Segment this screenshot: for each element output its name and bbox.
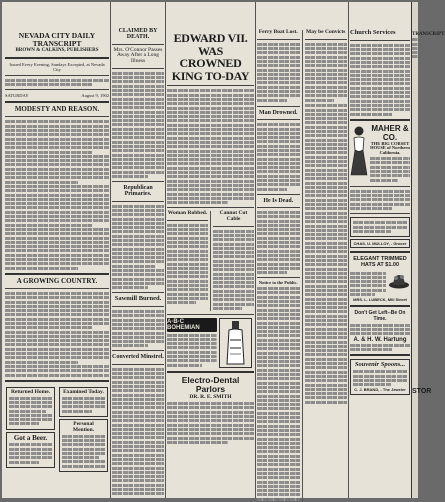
headline-republican-primaries: Republican Primaries. [123,185,153,198]
article-growing-country [5,292,109,377]
issue-date: August 9, 1902 [81,93,109,99]
masthead-tagline: Issued Every Evening, Sundays Excepted, at Nevada City [9,61,105,72]
ad-electro-dental: Electro-Dental Parlors [181,375,240,395]
box-examined-today: Examined Today. [63,388,104,395]
ad-trimmed-hats: ELEGANT TRIMMED HATS AT $1.00 [353,256,407,269]
ad-brand-jeweler: C. J. BRAND, - The Jeweler [354,387,406,393]
masthead-title: NEVADA CITY DAILY TRANSCRIPT [18,31,96,48]
column-5 [350,2,410,498]
box-personal-mention: Personal Mention. [72,420,95,433]
adjacent-store-fragment: STOR [412,388,432,396]
headline-claimed-by-death: CLAIMED BY DEATH. [118,28,158,41]
headline-growing-country: A GROWING COUNTRY. [16,276,98,285]
masthead [5,32,109,103]
ad-dont-get-left: Don't Get Left--Be On Time. [354,310,406,323]
ad-maher-subtitle: THE BIG CORSET HOUSE of Northern California. [370,140,410,155]
column-3 [167,2,254,498]
headline-sawmill-burned: Sawmill Burned. [114,295,162,303]
banner-edward-crowned: EDWARD VII. WAS CROWNED KING TO-DAY [171,31,250,83]
headline-church-services: Church Services [350,29,396,36]
headline-woman-robbed: Woman Robbed. [167,210,208,217]
column-1 [5,2,109,498]
headline-may-be-convicts: May be Convicts [306,29,346,35]
headline-cannot-cut-cable: Cannot Cut Cable [219,210,248,222]
ad-maher-title: MAHER & CO. [371,123,409,142]
hat-illustration [388,270,410,294]
ad-lubeck: MRS. L. LUBECK, Mill Street [353,297,407,303]
headline-ferry-boat-lost: Ferry Boat Lost. [258,29,298,35]
masthead-publisher: BROWN & CALKINS, PUBLISHERS [15,47,99,53]
headline-modesty: MODESTY AND REASON. [14,105,100,114]
issue-day: SATURDAY [5,93,29,99]
corset-lady-illustration [350,124,368,176]
ad-hartung: A. & H. W. Hartung [353,336,407,343]
article-modesty [5,120,109,269]
ad-mulloy: CHAS. U. MULLOY, - Grocer [350,239,410,248]
ad-maher [350,124,410,183]
ad-dental-doctor: DR. R. E. SMITH [189,394,232,401]
headline-converted-minstrel: Converted Minstrel. [112,354,164,361]
newspaper-page [2,2,411,498]
headline-he-is-dead: He Is Dead. [263,197,294,204]
ad-souvenir-spoons: Souvenir Spoons... [354,361,406,369]
deck-oconnor: Mrs. O'Connor Passes Away After a Long Illness [113,46,163,65]
box-got-a-beer: Got a Beer. [13,433,48,442]
bottle-illustration [219,318,252,368]
box-returned-home: Returned Home. [10,388,51,395]
column-4 [257,2,347,498]
adjacent-page-fragment [411,2,445,498]
headline-notice-public: Notice to the Public. [258,280,298,286]
column-2 [112,2,164,498]
adjacent-masthead: TRANSCRIPT [412,32,445,37]
headline-man-drowned: Man Drowned. [258,109,298,116]
ad-abc-bohemian: A·B·C BOHEMIAN [167,318,217,332]
